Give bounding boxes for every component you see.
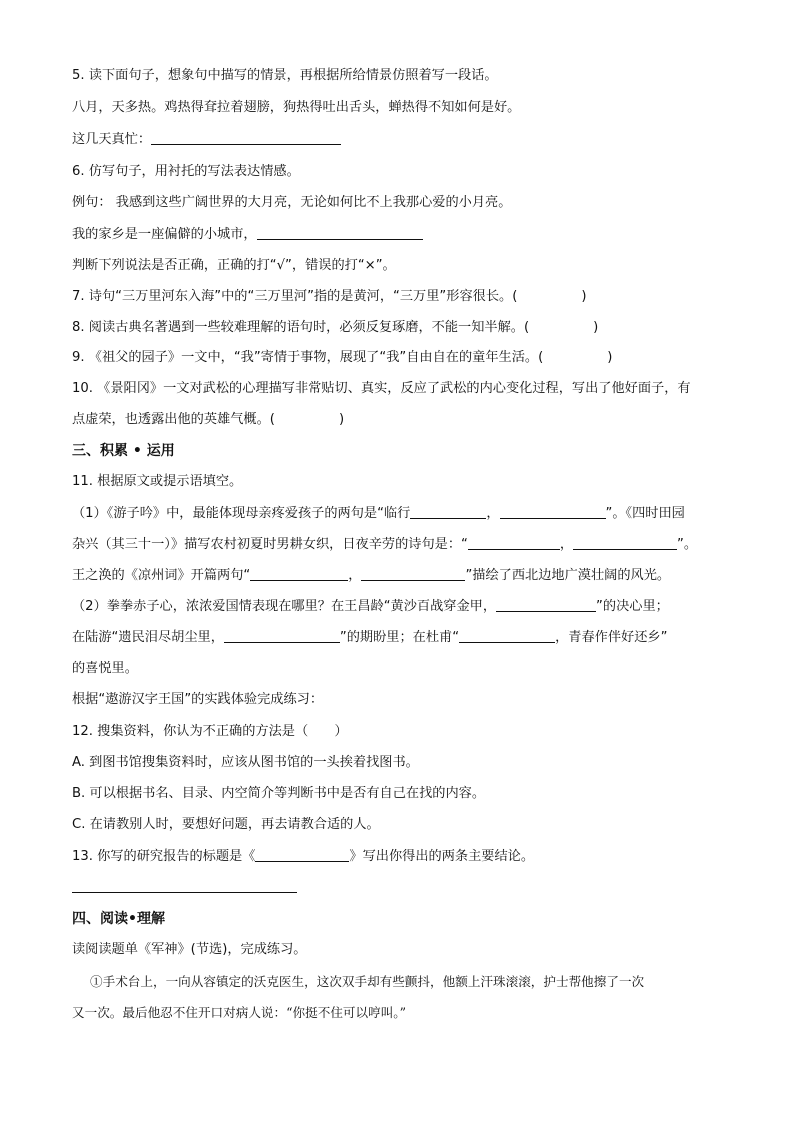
q6-title: 6. 仿写句子，用衬托的写法表达情感。 xyxy=(72,164,300,179)
q11-l1-text: （1）《游子吟》中，最能体现母亲疼爱孩子的两句是“临行 xyxy=(72,506,411,521)
q10-line2 xyxy=(72,410,732,430)
q11-l4-tail: ”的决心里； xyxy=(596,599,669,614)
q11-line6: 的喜悦里。 xyxy=(72,661,138,676)
q5-blank[interactable] xyxy=(151,131,341,145)
q9 xyxy=(72,348,732,368)
q11-blank-1[interactable] xyxy=(410,505,486,519)
q8-close: ) xyxy=(593,320,599,335)
q11-line1 xyxy=(72,504,732,524)
q13-text: 13. 你写的研究报告的标题是《 xyxy=(72,849,256,864)
q9-close: ) xyxy=(607,350,613,365)
q5-prompt: 这几天真忙： xyxy=(72,132,152,147)
q8-text: 8. 阅读古典名著遇到一些较难理解的语句时，必须反复琢磨，不能一知半解。( xyxy=(72,320,530,335)
q11-l4-text: （2）拳拳赤子心，浓浓爱国情表现在哪里？在王昌龄“黄沙百战穿金甲， xyxy=(72,599,497,614)
q11-l3-tail: ”描绘了西北边地广漠壮阔的风光。 xyxy=(465,568,671,583)
q7-close: ) xyxy=(581,289,587,304)
q11-l2-tail: ”。 xyxy=(677,537,698,552)
q11-l5-mid: ”的期盼里；在杜甫“ xyxy=(339,630,460,645)
q11-line2 xyxy=(72,535,732,555)
q12-option-c[interactable]: C. 在请教别人时，要想好问题，再去请教合适的人。 xyxy=(72,817,380,832)
q9-text: 9. 《祖父的园子》一文中，“我”寄情于事物，展现了“我”自由自在的童年生活。( xyxy=(72,350,544,365)
reading-intro: 读阅读题单《军神》(节选)，完成练习。 xyxy=(72,942,307,957)
q11-blank-6[interactable] xyxy=(361,567,465,581)
q11-l5-tail: ，青春作伴好还乡” xyxy=(555,630,668,645)
q6-blank[interactable] xyxy=(257,226,423,240)
q11-title: 11. 根据原文或提示语填空。 xyxy=(72,474,243,489)
q10-line1: 10. 《景阳冈》一文对武松的心理描写非常贴切、真实，反应了武松的内心变化过程，写出了他好面子，有 xyxy=(72,381,691,396)
q11-line3 xyxy=(72,566,732,586)
q11-l1-tail: ”。《四时田园 xyxy=(605,506,685,521)
q11-blank-7[interactable] xyxy=(496,598,596,612)
q13-title-blank[interactable] xyxy=(255,848,349,862)
q12-title: 12. 搜集资料，你认为不正确的方法是（ ） xyxy=(72,724,348,739)
q13-tail: 》写出你得出的两条主要结论。 xyxy=(349,849,535,864)
q11-blank-4[interactable] xyxy=(573,536,677,550)
q10-close: ) xyxy=(338,412,345,427)
section3-title: 三、积累 • 运用 xyxy=(72,443,175,459)
q6-example: 例句： 我感到这些广阔世界的大月亮，无论如何比不上我那心爱的小月亮。 xyxy=(72,195,512,210)
q11-l3-text: 王之涣的《凉州词》开篇两句“ xyxy=(72,568,251,583)
q10-text: 点虚荣，也透露出他的英雄气概。( xyxy=(72,412,275,427)
q6-answer-line xyxy=(72,225,732,245)
q11-l3-comma: ， xyxy=(348,568,362,583)
q11-l5-text: 在陆游“遗民泪尽胡尘里， xyxy=(72,630,224,645)
reading-para1-line2: 又一次。最后他忍不住开口对病人说：“你挺不住可以哼叫。” xyxy=(72,1005,407,1020)
q5-answer-line xyxy=(72,130,732,150)
practice-intro: 根据“遨游汉字王国”的实践体验完成练习： xyxy=(72,692,324,707)
q7-text: 7. 诗句“三万里河东入海”中的“三万里河”指的是黄河，“三万里”形容很长。( xyxy=(72,289,518,304)
q11-blank-2[interactable] xyxy=(500,505,606,519)
reading-para1-line1: ①手术台上，一向从容镇定的沃克医生，这次双手却有些颤抖，他额上汗珠滚滚，护士帮他擦了一次 xyxy=(90,974,645,989)
q12-option-a[interactable]: A. 到图书馆搜集资料时，应该从图书馆的一头挨着找图书。 xyxy=(72,755,419,770)
q5-title: 5. 读下面句子，想象句中描写的情景，再根据所给情景仿照着写一段话。 xyxy=(72,68,498,83)
q11-l1-comma: ， xyxy=(486,506,500,521)
q11-l2-text: 杂兴（其三十一）》描写农村初夏时男耕女织，日夜辛劳的诗句是：“ xyxy=(72,537,468,552)
q11-blank-9[interactable] xyxy=(459,629,555,643)
q11-line5 xyxy=(72,628,732,648)
q13 xyxy=(72,847,732,867)
q13-answer-rule[interactable] xyxy=(72,892,297,893)
section4-title: 四、阅读•理解 xyxy=(72,911,165,927)
q11-blank-3[interactable] xyxy=(468,536,560,550)
q11-blank-5[interactable] xyxy=(250,567,348,581)
q8 xyxy=(72,318,732,338)
q6-prompt: 我的家乡是一座偏僻的小城市， xyxy=(72,227,257,242)
q11-l2-comma: ， xyxy=(559,537,574,552)
judge-intro: 判断下列说法是否正确，正确的打“√”，错误的打“×”。 xyxy=(72,258,396,273)
q5-sentence: 八月，天多热。鸡热得耷拉着翅膀，狗热得吐出舌头，蝉热得不知如何是好。 xyxy=(72,100,521,115)
q7 xyxy=(72,287,732,307)
q11-blank-8[interactable] xyxy=(224,629,340,643)
q11-line4 xyxy=(72,597,732,617)
q12-option-b[interactable]: B. 可以根据书名、目录、内空简介等判断书中是否有自己在找的内容。 xyxy=(72,786,486,801)
